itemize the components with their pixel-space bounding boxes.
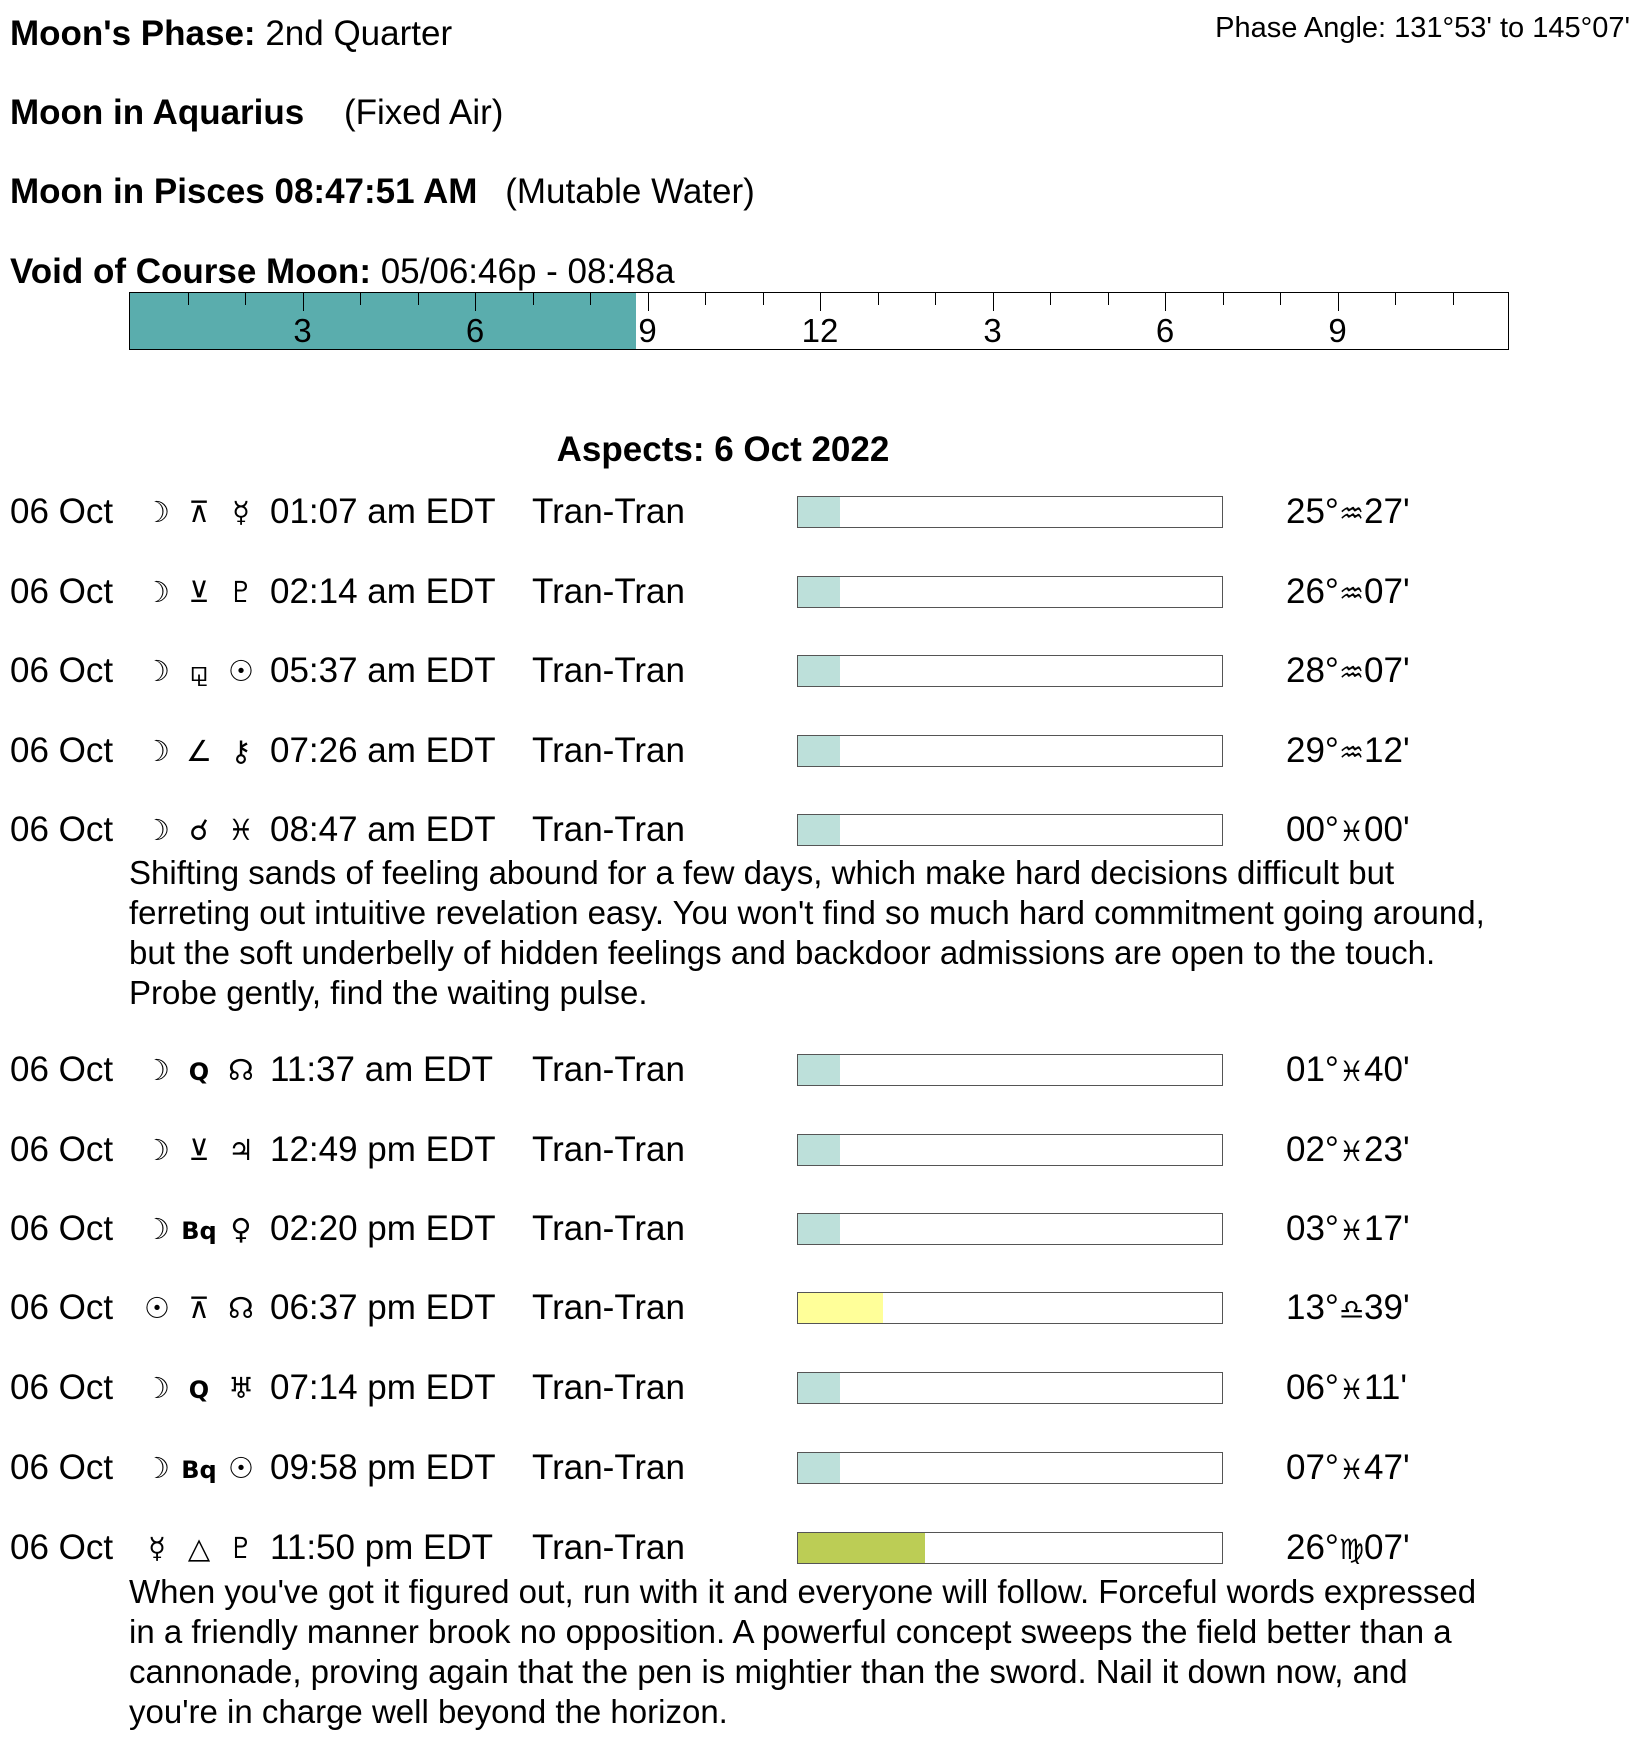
aspect-strength-bar (797, 1292, 1223, 1324)
aspect-strength-fill (798, 1055, 840, 1085)
timeline-tick (590, 293, 591, 305)
moon-sign-label: Moon in Aquarius (10, 93, 305, 132)
moon-icon: ☽ (144, 813, 170, 847)
position-minutes: 17' (1364, 1209, 1410, 1248)
timeline-hour-label: 3 (983, 312, 1002, 349)
moon-icon: ☽ (144, 1133, 170, 1167)
aspect-strength-fill (798, 577, 840, 607)
aspect-position (1286, 808, 1410, 854)
aspect-position (1286, 1128, 1410, 1174)
aspect-strength-bar (797, 1452, 1223, 1484)
void-of-course-label: Void of Course Moon: (10, 252, 371, 291)
moon-ingress-label: Moon in Pisces 08:47:51 AM (10, 172, 478, 211)
aspect-strength-fill (798, 1373, 840, 1403)
semisextile-icon: ⊻ (188, 1133, 210, 1167)
aspect-row (0, 1446, 1646, 1490)
aspect-time: 07:14 pm EDT (270, 1368, 496, 1407)
biquintile-icon: Bq (181, 1456, 217, 1484)
position-degrees: 26° (1286, 1528, 1339, 1567)
position-minutes: 07' (1364, 651, 1410, 690)
timeline-tick (935, 293, 936, 305)
aspect-date: 06 Oct (10, 1368, 114, 1407)
aspect-kind: Tran-Tran (532, 651, 685, 690)
aspect-position (1286, 1207, 1410, 1253)
aspect-time: 11:37 am EDT (270, 1050, 494, 1089)
aspect-time: 12:49 pm EDT (270, 1130, 496, 1169)
position-degrees: 02° (1286, 1130, 1339, 1169)
pluto-icon: ♇ (228, 575, 254, 609)
timeline-tick (763, 293, 764, 305)
zodiac-sign-icon: ♒ (1338, 656, 1365, 689)
timeline-tick (245, 293, 246, 305)
aspect-glyphs (136, 808, 262, 852)
position-minutes: 07' (1364, 572, 1410, 611)
aspect-kind: Tran-Tran (532, 1368, 685, 1407)
aspect-glyphs (136, 1207, 262, 1253)
timeline-tick (360, 293, 361, 305)
quintile-icon: Q (188, 1376, 210, 1404)
timeline-tick (820, 293, 821, 311)
position-minutes: 23' (1364, 1130, 1410, 1169)
aspect-date: 06 Oct (10, 572, 114, 611)
aspect-time: 02:14 am EDT (270, 572, 496, 611)
timeline-tick (418, 293, 419, 305)
aspect-kind: Tran-Tran (532, 731, 685, 770)
timeline-tick (188, 293, 189, 305)
void-of-course-line (10, 252, 675, 292)
aspect-time: 09:58 pm EDT (270, 1448, 496, 1487)
aspect-glyphs (136, 1286, 262, 1330)
position-degrees: 00° (1286, 810, 1339, 849)
position-minutes: 27' (1364, 492, 1410, 531)
aspect-glyphs (136, 1128, 262, 1172)
position-minutes: 11' (1364, 1368, 1408, 1407)
timeline-tick (878, 293, 879, 305)
interpretation-line: Shifting sands of feeling abound for a few days, which make hard decisions difficult but (129, 854, 1395, 891)
position-minutes: 07' (1364, 1528, 1410, 1567)
interpretation-line: When you've got it figured out, run with it and everyone will follow. Forceful words expressed (129, 1573, 1477, 1610)
aspect-position (1286, 1286, 1410, 1332)
moon-icon: ☽ (144, 734, 170, 768)
north-node-icon: ☊ (228, 1291, 254, 1325)
aspect-strength-fill (798, 1533, 925, 1563)
aspect-strength-bar (797, 814, 1223, 846)
aspect-row (0, 1048, 1646, 1092)
moon-icon: ☽ (144, 654, 170, 688)
moon-icon: ☽ (144, 1212, 170, 1246)
moon-phase-value: 2nd Quarter (265, 14, 453, 53)
position-minutes: 00' (1364, 810, 1410, 849)
interpretation-line: but the soft underbelly of hidden feelings and backdoor admissions are open to the touch. (129, 934, 1436, 971)
aspect-strength-fill (798, 656, 840, 686)
aspect-kind: Tran-Tran (532, 572, 685, 611)
aspect-date: 06 Oct (10, 1050, 114, 1089)
aspect-time: 11:50 pm EDT (270, 1528, 494, 1567)
chiron-icon: ⚷ (230, 734, 252, 768)
aspect-glyphs (136, 729, 262, 773)
aspect-position (1286, 1366, 1407, 1412)
void-of-course-fill (130, 293, 636, 349)
aspect-kind: Tran-Tran (532, 1050, 685, 1089)
aspect-row (0, 1207, 1646, 1251)
position-degrees: 01° (1286, 1050, 1339, 1089)
sesquiquadrate-icon: ⊼ (188, 1291, 210, 1325)
position-degrees: 06° (1286, 1368, 1339, 1407)
quintile-icon: Q (188, 1058, 210, 1086)
zodiac-sign-icon: ♓ (1338, 1214, 1365, 1247)
zodiac-sign-icon: ♍ (1338, 1533, 1365, 1566)
aspect-time: 02:20 pm EDT (270, 1209, 496, 1248)
aspect-kind: Tran-Tran (532, 1448, 685, 1487)
void-of-course-value: 05/06:46p - 08:48a (380, 252, 675, 291)
moon-sign-line (10, 93, 503, 133)
aspect-glyphs (136, 1446, 262, 1492)
zodiac-sign-icon: ♓ (1338, 1055, 1365, 1088)
timeline-tick (1223, 293, 1224, 305)
timeline-tick (1453, 293, 1454, 305)
north-node-icon: ☊ (228, 1053, 254, 1087)
position-degrees: 29° (1286, 731, 1339, 770)
timeline-tick (475, 293, 476, 311)
aspect-strength-bar (797, 1054, 1223, 1086)
aspect-strength-fill (798, 497, 840, 527)
aspect-row (0, 808, 1646, 852)
interpretation-line: you're in charge well beyond the horizon. (129, 1693, 728, 1730)
timeline-hour-label: 9 (1328, 312, 1347, 349)
timeline-tick (1165, 293, 1166, 311)
zodiac-sign-icon: ♒ (1338, 577, 1365, 610)
moon-icon: ☽ (144, 1371, 170, 1405)
aspect-position (1286, 490, 1410, 536)
position-minutes: 40' (1364, 1050, 1410, 1089)
aspect-date: 06 Oct (10, 1528, 114, 1567)
moon-sign-quality: (Fixed Air) (343, 93, 504, 132)
aspect-glyphs (136, 1366, 262, 1412)
aspect-date: 06 Oct (10, 1130, 114, 1169)
timeline-tick (993, 293, 994, 311)
aspect-row (0, 1526, 1646, 1570)
aspect-date: 06 Oct (10, 492, 114, 531)
pluto-icon: ♇ (228, 1531, 254, 1565)
aspect-strength-fill (798, 736, 840, 766)
aspect-kind: Tran-Tran (532, 810, 685, 849)
timeline-hour-label: 6 (1155, 312, 1175, 349)
aspect-row (0, 729, 1646, 773)
interpretation-line: in a friendly manner brook no opposition. A powerful concept sweeps the field better than a (129, 1613, 1452, 1650)
aspect-position (1286, 1048, 1410, 1094)
timeline-tick (1280, 293, 1281, 305)
venus-icon: ♀ (230, 1212, 252, 1246)
moon-icon: ☽ (144, 1451, 170, 1485)
aspect-glyphs (136, 490, 262, 534)
aspect-date: 06 Oct (10, 1448, 114, 1487)
position-minutes: 12' (1364, 731, 1410, 770)
semisextile-icon: ⊻ (188, 575, 210, 609)
aspect-strength-bar (797, 1213, 1223, 1245)
interpretation-line: ferreting out intuitive revelation easy. You won't find so much hard commitment going around, (129, 894, 1485, 931)
aspect-strength-bar (797, 735, 1223, 767)
position-degrees: 26° (1286, 572, 1339, 611)
interpretation-line: Probe gently, find the waiting pulse. (129, 974, 648, 1011)
conjunction-icon: ☌ (189, 813, 209, 847)
zodiac-sign-icon: ♓ (1338, 1373, 1365, 1406)
timeline-tick (303, 293, 304, 311)
timeline-tick (1338, 293, 1339, 311)
biquintile-icon: Bq (181, 1217, 217, 1245)
moon-ingress-line (10, 172, 755, 212)
trine-icon: △ (187, 1531, 211, 1565)
aspect-row (0, 1286, 1646, 1330)
aspect-date: 06 Oct (10, 1209, 114, 1248)
sesquiquadrate-icon: ⊼ (188, 495, 210, 529)
aspect-strength-fill (798, 1214, 840, 1244)
sun-icon: ☉ (144, 1291, 170, 1325)
void-of-course-timeline (129, 292, 1509, 350)
aspect-strength-bar (797, 1532, 1223, 1564)
moon-phase-label: Moon's Phase: (10, 14, 256, 53)
aspect-strength-fill (798, 815, 840, 845)
jupiter-icon: ♃ (228, 1133, 254, 1167)
aspect-position (1286, 1446, 1410, 1492)
aspect-row (0, 490, 1646, 534)
aspect-position (1286, 729, 1410, 775)
timeline-tick (1108, 293, 1109, 305)
timeline-tick (533, 293, 534, 305)
aspect-date: 06 Oct (10, 1288, 114, 1327)
aspect-row (0, 570, 1646, 614)
aspect-strength-bar (797, 1134, 1223, 1166)
aspect-position (1286, 570, 1410, 616)
aspect-kind: Tran-Tran (532, 1528, 685, 1567)
aspect-strength-fill (798, 1293, 883, 1323)
semisquare-icon: ∠ (186, 734, 212, 768)
uranus-icon: ♅ (228, 1371, 254, 1405)
moon-icon: ☽ (144, 1053, 170, 1087)
aspect-glyphs (136, 649, 262, 693)
aspect-date: 06 Oct (10, 731, 114, 770)
timeline-hour-label: 12 (801, 312, 839, 349)
aspect-interpretation (129, 1572, 1629, 1732)
mercury-icon: ☿ (148, 1531, 166, 1565)
aspect-strength-bar (797, 1372, 1223, 1404)
pisces-icon: ♓ (228, 813, 254, 847)
timeline-tick (648, 293, 649, 311)
aspect-glyphs (136, 570, 262, 614)
aspect-kind: Tran-Tran (532, 1288, 685, 1327)
position-degrees: 07° (1286, 1448, 1339, 1487)
moon-ingress-quality: (Mutable Water) (505, 172, 755, 211)
zodiac-sign-icon: ♒ (1338, 497, 1365, 530)
zodiac-sign-icon: ♒ (1338, 736, 1365, 769)
aspect-glyphs (136, 1048, 262, 1094)
mercury-icon: ☿ (232, 495, 250, 529)
timeline-hour-label: 9 (638, 312, 657, 349)
timeline-tick (1395, 293, 1396, 305)
position-degrees: 03° (1286, 1209, 1339, 1248)
aspect-position (1286, 1526, 1410, 1572)
position-degrees: 28° (1286, 651, 1339, 690)
aspect-time: 06:37 pm EDT (270, 1288, 496, 1327)
moon-icon: ☽ (144, 575, 170, 609)
timeline-tick (705, 293, 706, 305)
phase-angle: Phase Angle: 131°53' to 145°07' (1215, 12, 1630, 44)
aspect-strength-fill (798, 1453, 840, 1483)
interpretation-line: cannonade, proving again that the pen is mightier than the sword. Nail it down now, and (129, 1653, 1408, 1690)
position-minutes: 47' (1364, 1448, 1410, 1487)
aspect-time: 07:26 am EDT (270, 731, 496, 770)
zodiac-sign-icon: ♓ (1338, 1453, 1365, 1486)
aspect-strength-bar (797, 576, 1223, 608)
aspect-strength-fill (798, 1135, 840, 1165)
aspect-time: 08:47 am EDT (270, 810, 496, 849)
sun-icon: ☉ (228, 1451, 254, 1485)
zodiac-sign-icon: ♎ (1338, 1293, 1365, 1326)
zodiac-sign-icon: ♓ (1338, 1135, 1365, 1168)
aspect-kind: Tran-Tran (532, 1130, 685, 1169)
position-degrees: 13° (1286, 1288, 1339, 1327)
moon-phase-line (10, 14, 452, 54)
aspect-position (1286, 649, 1410, 695)
aspect-strength-bar (797, 496, 1223, 528)
moon-icon: ☽ (144, 495, 170, 529)
position-degrees: 25° (1286, 492, 1339, 531)
position-minutes: 39' (1364, 1288, 1410, 1327)
aspect-row (0, 1366, 1646, 1410)
aspect-row (0, 649, 1646, 693)
aspect-kind: Tran-Tran (532, 1209, 685, 1248)
aspect-date: 06 Oct (10, 810, 114, 849)
aspect-glyphs (136, 1526, 262, 1570)
aspect-kind: Tran-Tran (532, 492, 685, 531)
sesquiquadrate-icon: ⚼ (188, 654, 210, 688)
aspect-date: 06 Oct (10, 651, 114, 690)
aspect-interpretation (129, 853, 1629, 1013)
timeline-hour-label: 3 (293, 312, 312, 349)
aspect-time: 01:07 am EDT (270, 492, 496, 531)
timeline-hour-label: 6 (465, 312, 485, 349)
aspect-time: 05:37 am EDT (270, 651, 496, 690)
timeline-tick (1050, 293, 1051, 305)
zodiac-sign-icon: ♓ (1338, 815, 1365, 848)
aspect-row (0, 1128, 1646, 1172)
sun-icon: ☉ (228, 654, 254, 688)
aspect-strength-bar (797, 655, 1223, 687)
aspects-heading (0, 430, 1646, 470)
aspects-title: Aspects: 6 Oct 2022 (556, 430, 890, 469)
